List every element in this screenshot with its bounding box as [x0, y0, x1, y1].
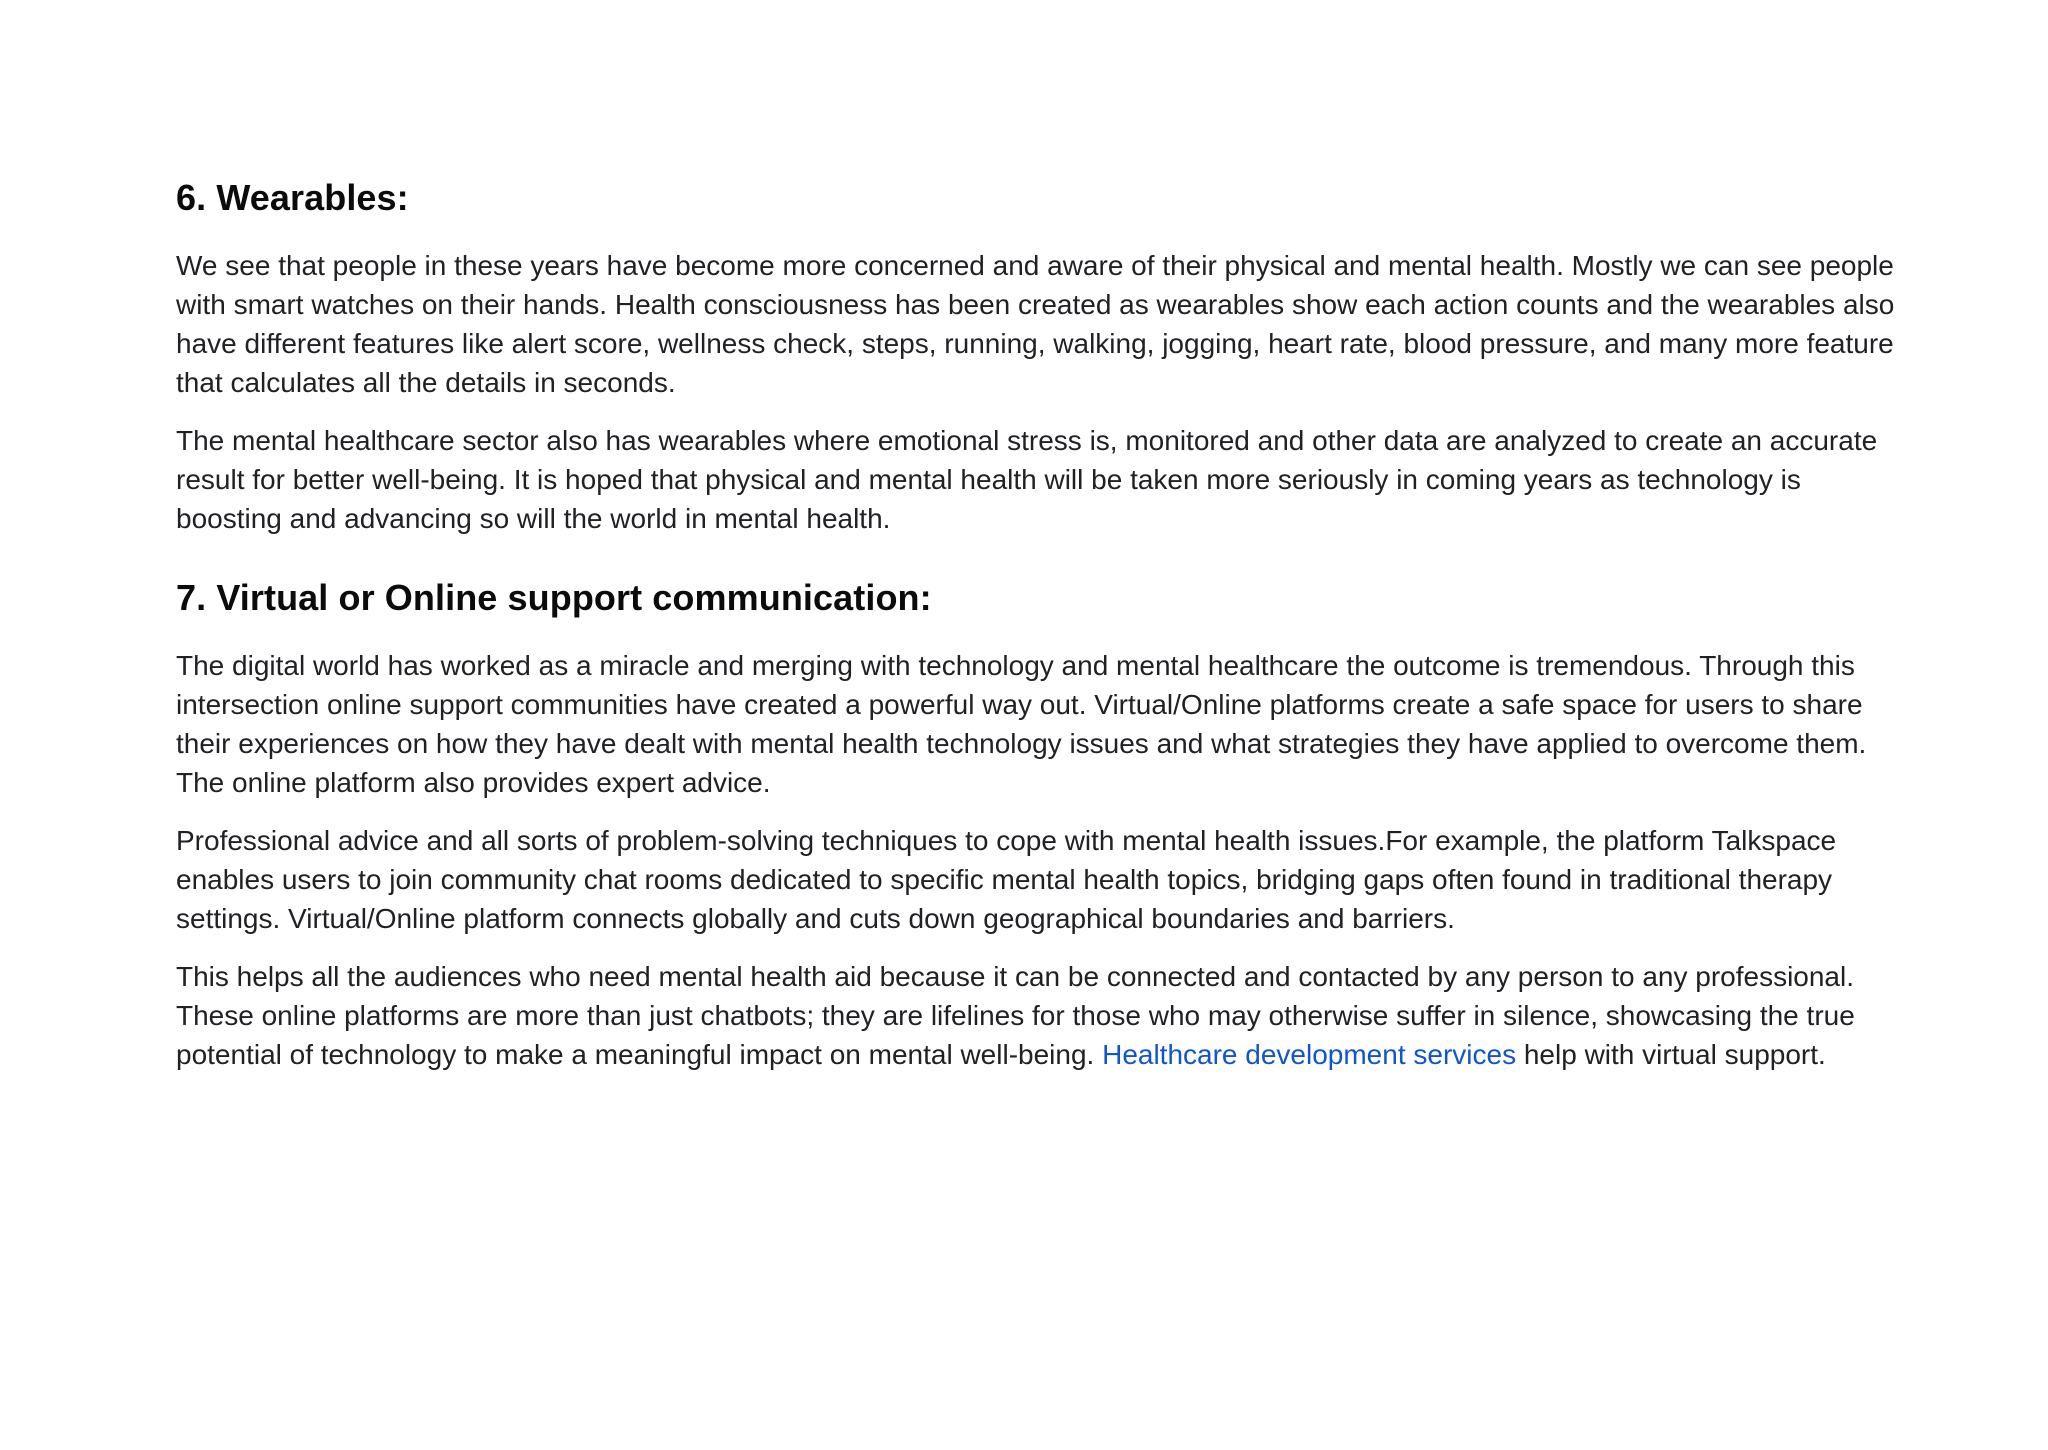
paragraph-virtual-1: The digital world has worked as a miracle and merging with technology and mental healthcare the outcome is tremendous. Through this intersection online support communities have created a powerful way out. Virtual/Online platforms create a safe space for users to share their experiences on how they have dealt with mental health technology issues and what strategies they have applied to overcome them. The online platform also provides expert advice. — [176, 650, 1867, 798]
paragraph-virtual-3 — [176, 957, 1896, 1074]
paragraph-text-after-link: help with virtual support. — [1516, 1039, 1826, 1070]
section-heading-virtual-support: 7. Virtual or Online support communication: — [176, 577, 932, 618]
healthcare-development-services-link[interactable]: Healthcare development services — [1102, 1039, 1517, 1070]
section-heading-wearables: 6. Wearables: — [176, 177, 409, 218]
paragraph-wearables-1: We see that people in these years have become more concerned and aware of their physical and mental health. Mostly we can see people with smart watches on their hands. Health consciousness has been created as wearables show each action counts and the wearables also have different features like alert score, wellness check, steps, running, walking, jogging, heart rate, blood pressure, and many more feature that calculates all the details in seconds. — [176, 250, 1895, 398]
paragraph-wearables-2: The mental healthcare sector also has wearables where emotional stress is, monitored and other data are analyzed to create an accurate result for better well-being. It is hoped that physical and mental health will be taken more seriously in coming years as technology is boosting and advancing so will the world in mental health. — [176, 425, 1878, 534]
paragraph-text-before-link: This helps all the audiences who need mental health aid because it can be connected and contacted by any person to any professional. These online platforms are more than just chatbots; they are lifelines for those who may otherwise suffer in silence, showcasing the true potential of technology to make a meaningful impact on mental well-being. — [176, 961, 1855, 1070]
paragraph-virtual-2: Professional advice and all sorts of problem-solving techniques to cope with mental health issues.For example, the platform Talkspace enables users to join community chat rooms dedicated to specific mental health topics, bridging gaps often found in traditional therapy settings. Virtual/Online platform connects globally and cuts down geographical boundaries and barriers. — [176, 825, 1837, 934]
document-page — [176, 176, 1896, 1093]
